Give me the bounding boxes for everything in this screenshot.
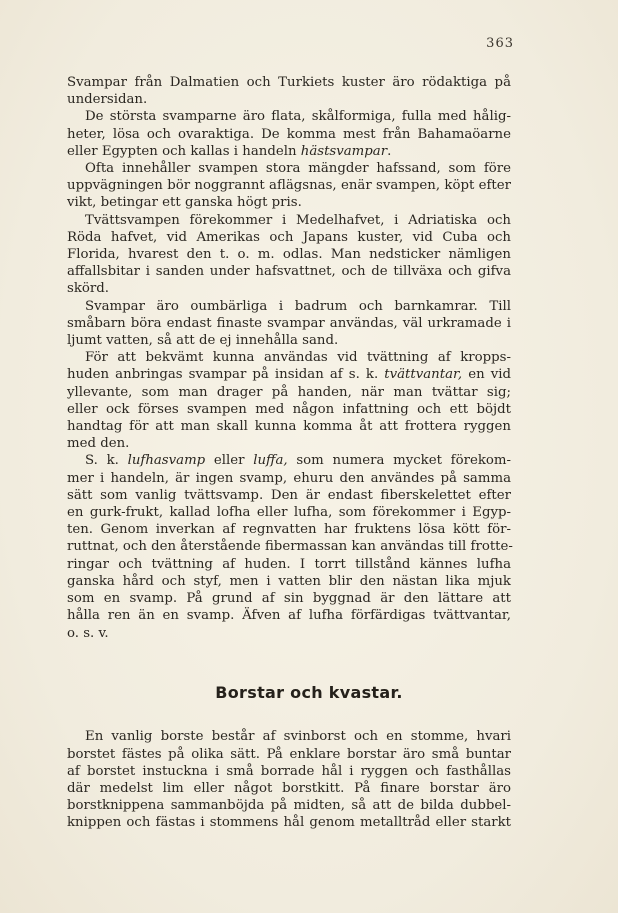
text-line: med den. [67, 436, 130, 452]
paragraph-tvattvantar [67, 349, 511, 452]
text-line: ten. Genom inverkan af regnvatten har fruktens lösa kött för- [67, 522, 511, 538]
text-line: heter, lösa och ovaraktiga. De komma mest från Bahamaöarne [67, 126, 511, 142]
text-line [67, 452, 511, 469]
text-line: knippen och fästas i stommens hål genom metalltråd eller starkt [67, 815, 511, 831]
text-line: af borstet instuckna i små borrade hål i ryggen och fasthållas [67, 763, 511, 779]
text-run: som numera mycket förekom- [287, 453, 511, 469]
text-line: Ofta innehåller svampen stora mängder hafssand, som före [85, 161, 511, 177]
text-line: borstet fästes på olika sätt. På enklare borstar äro små buntar [67, 746, 511, 762]
text-line: hålla ren än en svamp. Äfven af lufha förfärdigas tvättvantar, [67, 608, 511, 624]
body-text-top [67, 74, 511, 642]
text-line: skörd. [67, 281, 109, 297]
text-line: ganska hård och styf, men i vatten blir den nästan lika mjuk [67, 573, 511, 589]
page-number: 363 [486, 36, 514, 51]
italic-term-luffa: luffa, [253, 453, 288, 469]
text-line: o. s. v. [67, 625, 109, 641]
text-line: Röda hafvet, vid Amerikas och Japans kuster, vid Cuba och [67, 229, 511, 245]
section-heading: Borstar och kvastar. [215, 683, 403, 702]
text-line: affallsbitar i sanden under hafsvattnet, och de tillväxa och gifva [67, 264, 511, 280]
body-text-bottom [67, 715, 511, 845]
text-line: ruttnat, och den återstående fibermassan kan användas till frotte- [67, 539, 513, 555]
text-line: För att bekvämt kunna användas vid tvättning af kropps- [85, 350, 511, 366]
text-line: Tvättsvampen förekommer i Medelhafvet, i Adriatiska och [85, 212, 511, 228]
text-run: en vid [462, 367, 511, 383]
text-line: Florida, hvarest den t. o. m. odlas. Man nedsticker nämligen [67, 247, 511, 263]
text-run: eller Egypten och kallas i handeln [67, 143, 301, 159]
paragraph-storsta-svamparne [67, 108, 511, 160]
text-line: borstknippena sammanböjda på midten, så att de bilda dubbel- [67, 798, 511, 814]
text-line: mer i handeln, är ingen svamp, ehuru den användes på samma [67, 470, 511, 486]
text-line: undersidan. [67, 92, 148, 108]
text-line: som en svamp. På grund af sin byggnad är den lättare att [67, 591, 511, 607]
text-line: yllevante, som man drager på handen, när man tvättar sig; [67, 384, 511, 400]
text-line: handtag för att man skall kunna komma åt att frottera ryggen [67, 419, 511, 435]
text-line: Svampar äro oumbärliga i badrum och barnkamrar. Till [85, 298, 511, 314]
text-line: småbarn böra endast finaste svampar användas, väl urkramade i [67, 315, 511, 331]
text-run: . [387, 143, 392, 159]
text-line: ringar och tvättning af huden. I torrt tillstånd kännes lufha [67, 556, 511, 572]
text-line: ljumt vatten, så att de ej innehålla sand. [67, 333, 339, 349]
text-line: eller ock förses svampen med någon infattning och ett böjdt [67, 401, 511, 417]
paragraph-hafssand [67, 160, 511, 212]
text-line [67, 366, 511, 383]
paragraph-badrum [67, 298, 511, 350]
text-line: sätt som vanlig tvättsvamp. Den är endast fiberskelettet efter [67, 487, 511, 503]
text-line: uppvägningen bör noggrannt aflägsnas, enär svampen, köpt efter [67, 178, 511, 194]
text-line: vikt, betingar ett ganska högt pris. [67, 195, 302, 211]
text-line: där medelst lim eller något borstkitt. På finare borstar äro [67, 780, 511, 796]
text-run: eller [205, 453, 254, 469]
text-run: S. k. [85, 453, 128, 469]
text-line: Svampar från Dalmatien och Turkiets kuster äro rödaktiga på [67, 75, 511, 90]
paragraph-lufhasvamp [67, 452, 511, 641]
italic-term-tvattvantar: tvättvantar, [384, 367, 463, 383]
italic-term-lufhasvamp: lufhasvamp [127, 453, 206, 469]
text-line [67, 143, 511, 160]
text-line: De största svamparne äro flata, skålformiga, fulla med hålig- [85, 109, 511, 125]
paragraph-dalmatien [67, 74, 511, 108]
text-line: En vanlig borste består af svinborst och en stomme, hvari [85, 729, 511, 745]
paragraph-tvattsvampen [67, 212, 511, 298]
text-line: en gurk-frukt, kallad lofha eller lufha, som förekommer i Egyp- [67, 505, 511, 521]
italic-term-hastsvampar: hästsvampar [300, 143, 388, 159]
paragraph-borste [67, 728, 511, 831]
text-run: huden anbringas svampar på insidan af s. k. [67, 367, 385, 383]
